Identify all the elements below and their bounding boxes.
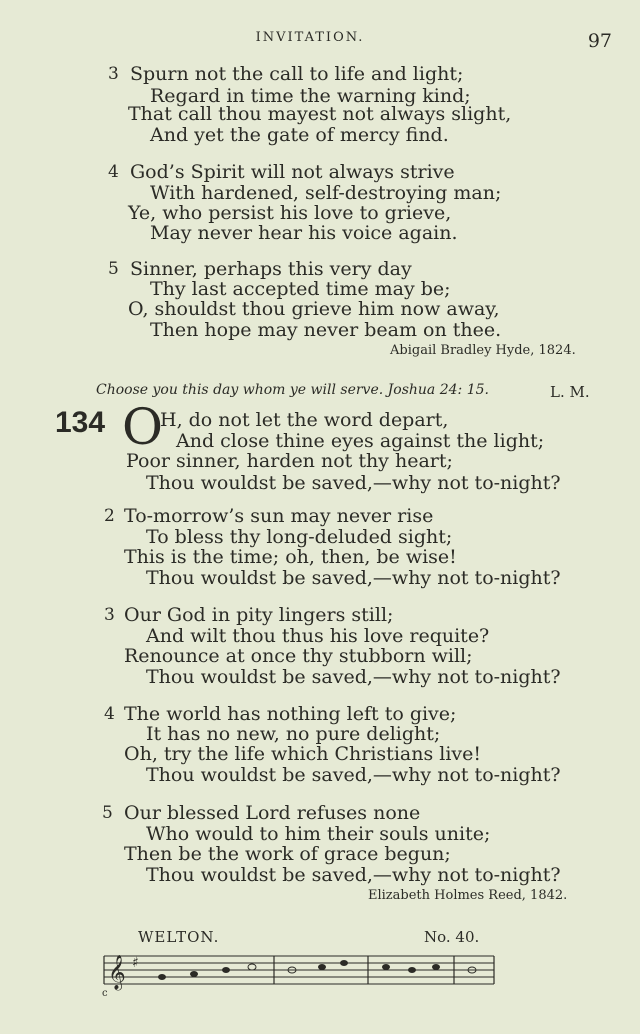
verse-line: Thou wouldst be saved,—why not to-night?: [146, 567, 561, 589]
verse-number: 2: [104, 506, 115, 526]
verse-number: 3: [108, 64, 119, 84]
verse-line: May never hear his voice again.: [150, 222, 458, 244]
verse-line: Spurn not the call to life and light;: [130, 63, 464, 85]
verse-number: 4: [108, 162, 119, 182]
music-staff: [102, 950, 502, 996]
author-attribution: Elizabeth Holmes Reed, 1842.: [368, 888, 568, 903]
verse-line: Thou wouldst be saved,—why not to-night?: [146, 472, 561, 494]
verse-line: Thy last accepted time may be;: [150, 278, 451, 300]
verse-line: And yet the gate of mercy find.: [150, 124, 449, 146]
verse-line: And close thine eyes against the light;: [176, 430, 545, 452]
verse-number: 4: [104, 704, 115, 724]
verse-line: Thou wouldst be saved,—why not to-night?: [146, 764, 561, 786]
tune-name: WELTON.: [138, 928, 220, 946]
scripture-epigraph: Choose you this day whom ye will serve. Joshua 24: 15.: [96, 382, 489, 398]
verse-line: Who would to him their souls unite;: [146, 823, 491, 845]
verse-line: H, do not let the word depart,: [160, 409, 449, 431]
verse-line: Thou wouldst be saved,—why not to-night?: [146, 666, 561, 688]
verse-line: Oh, try the life which Christians live!: [124, 743, 482, 765]
verse-line: O, shouldst thou grieve him now away,: [128, 298, 500, 320]
tune-number: No. 40.: [424, 928, 480, 946]
verse-line: That call thou mayest not always slight,: [128, 103, 512, 125]
author-attribution: Abigail Bradley Hyde, 1824.: [390, 343, 576, 358]
drop-cap: O: [122, 398, 163, 456]
verse-line: Ye, who persist his love to grieve,: [128, 202, 452, 224]
verse-line: Poor sinner, harden not thy heart;: [126, 450, 453, 472]
verse-line: Our God in pity lingers still;: [124, 604, 394, 626]
verse-line: This is the time; oh, then, be wise!: [124, 546, 457, 568]
verse-line: To-morrow’s sun may never rise: [124, 505, 434, 527]
running-header: INVITATION.: [255, 30, 365, 45]
verse-line: Then be the work of grace begun;: [124, 843, 451, 865]
verse-line: Sinner, perhaps this very day: [130, 258, 412, 280]
verse-line: Renounce at once thy stubborn will;: [124, 645, 473, 667]
verse-line: Regard in time the warning kind;: [150, 85, 471, 107]
verse-line: Our blessed Lord refuses none: [124, 802, 421, 824]
meter-label: L. M.: [550, 383, 590, 401]
verse-line: Thou wouldst be saved,—why not to-night?: [146, 864, 561, 886]
sharp-icon: ♯: [132, 955, 139, 971]
verse-number: 3: [104, 605, 115, 625]
treble-clef-icon: 𝄞: [108, 955, 126, 990]
staff-mark: c: [102, 988, 108, 996]
verse-line: It has no new, no pure delight;: [146, 723, 441, 745]
verse-number: 5: [102, 803, 113, 823]
verse-number: 5: [108, 259, 119, 279]
hymn-number: 134: [55, 406, 106, 439]
verse-line: The world has nothing left to give;: [124, 703, 457, 725]
page-number: 97: [587, 30, 612, 52]
verse-line: And wilt thou thus his love requite?: [146, 625, 490, 647]
verse-line: God’s Spirit will not always strive: [130, 161, 455, 183]
verse-line: With hardened, self-destroying man;: [150, 182, 502, 204]
verse-line: To bless thy long-deluded sight;: [146, 526, 453, 548]
verse-line: Then hope may never beam on thee.: [150, 319, 502, 341]
